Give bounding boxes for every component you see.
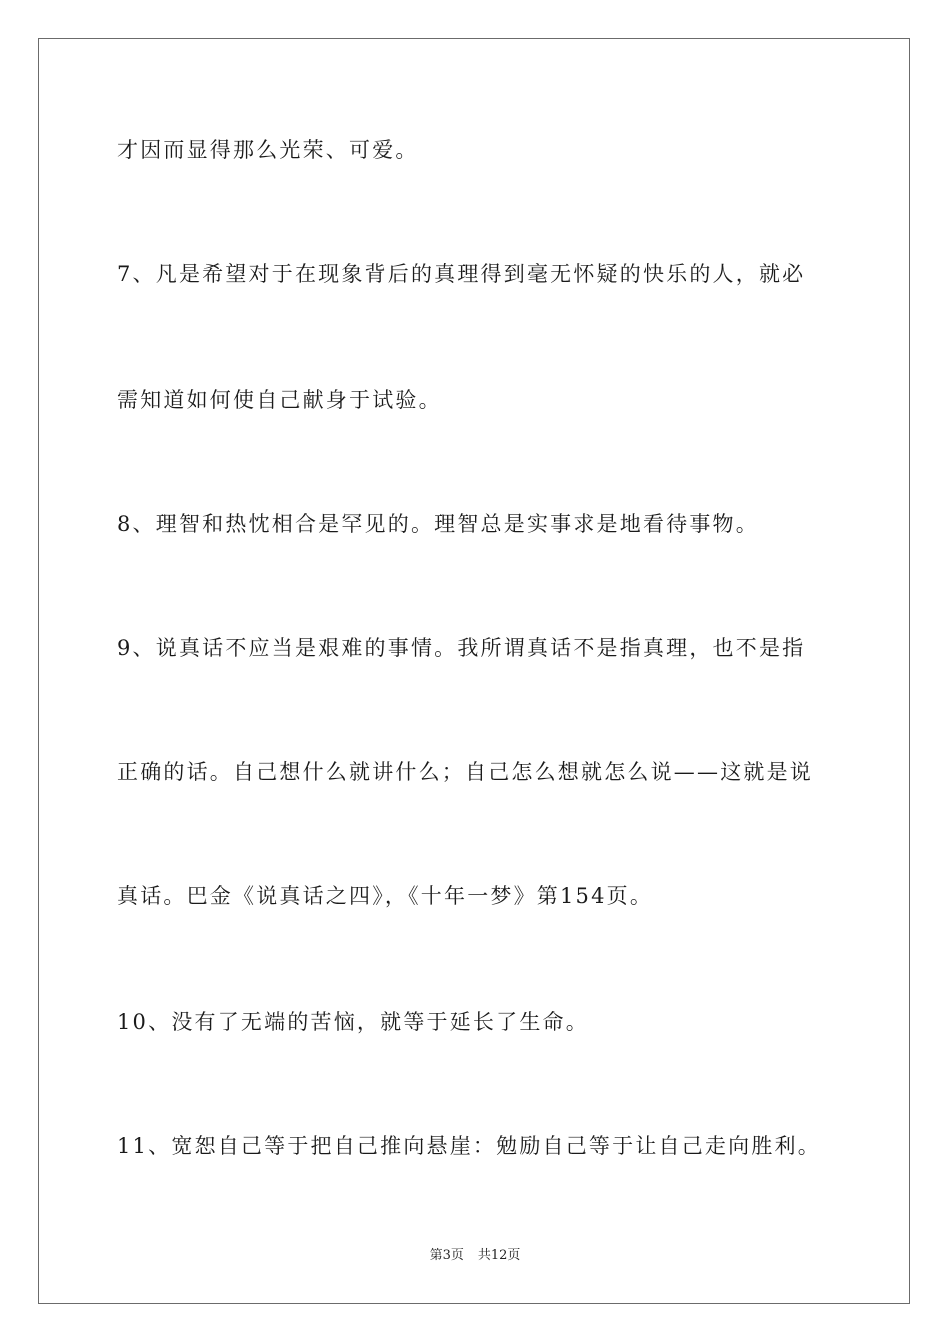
text-line-1: 才因而显得那么光荣、可爱。 bbox=[117, 138, 419, 162]
text-line-8: 10、没有了无端的苦恼，就等于延长了生命。 bbox=[117, 1010, 589, 1034]
page-number: 第3页 bbox=[429, 1248, 464, 1263]
text-line-2: 7、凡是希望对于在现象背后的真理得到毫无怀疑的快乐的人，就必 bbox=[117, 262, 806, 286]
page-border bbox=[38, 38, 910, 1304]
text-line-5: 9、说真话不应当是艰难的事情。我所谓真话不是指真理，也不是指 bbox=[117, 636, 806, 660]
text-line-7: 真话。巴金《说真话之四》，《十年一梦》第154页。 bbox=[117, 884, 654, 908]
text-line-4: 8、理智和热忱相合是罕见的。理智总是实事求是地看待事物。 bbox=[117, 512, 759, 536]
text-line-6: 正确的话。自己想什么就讲什么；自己怎么想就怎么说——这就是说 bbox=[117, 760, 813, 784]
total-pages: 共12页 bbox=[477, 1248, 521, 1263]
text-line-9: 11、宽恕自己等于把自己推向悬崖：勉励自己等于让自己走向胜利。 bbox=[117, 1134, 821, 1158]
page-footer bbox=[0, 1247, 950, 1265]
text-line-3: 需知道如何使自己献身于试验。 bbox=[117, 388, 442, 412]
